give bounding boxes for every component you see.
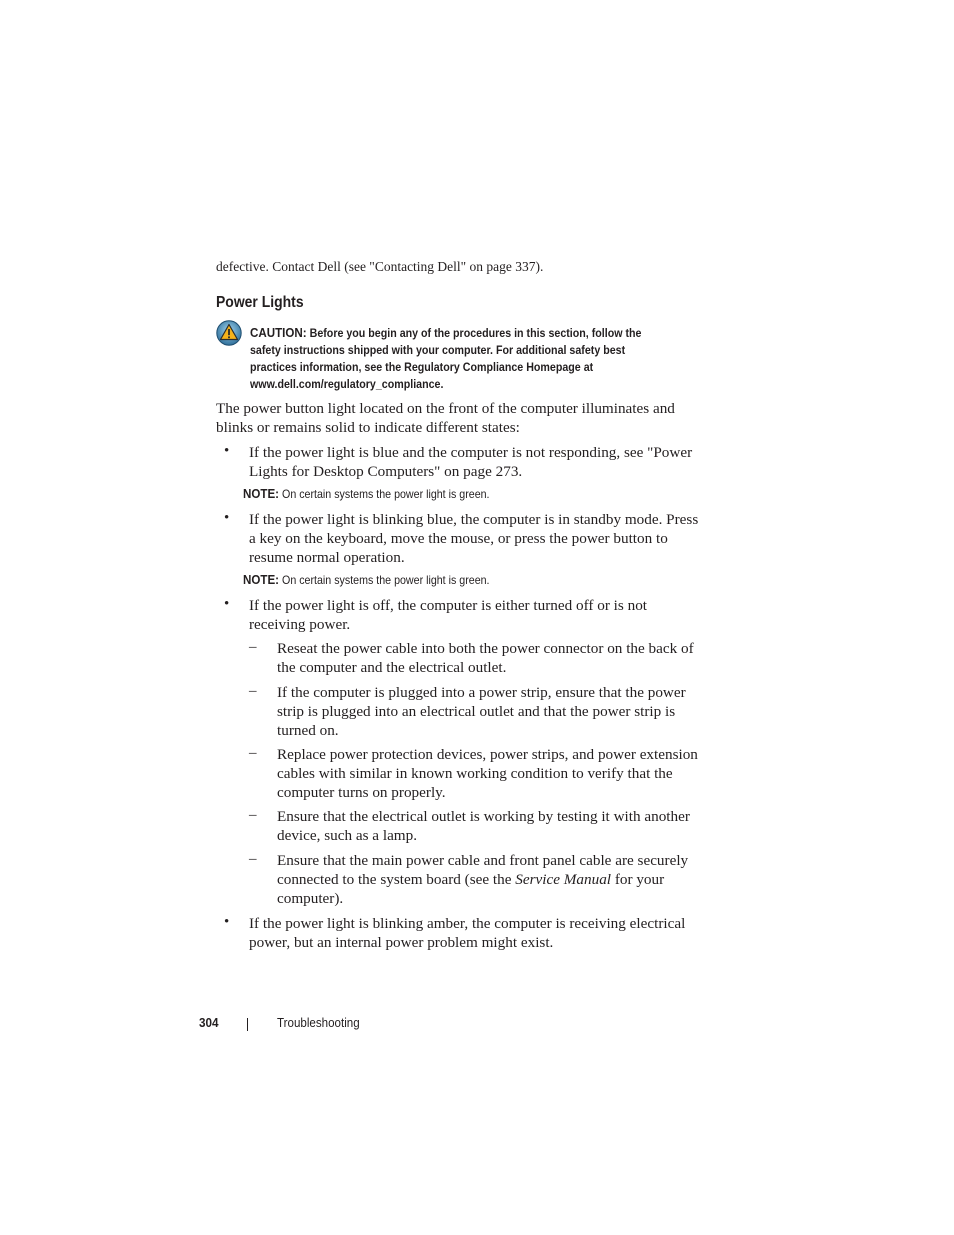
bullet-4-line-1: If the power light is blinking amber, the computer is receiving electrical [249, 915, 686, 932]
footer-divider [247, 1018, 248, 1031]
sub-4-line-1: Ensure that the electrical outlet is working by testing it with another [277, 808, 690, 825]
sub-5-line-2-after: for your [611, 871, 665, 889]
bullet-3-line-1: If the power light is off, the computer is either turned off or is not [249, 597, 648, 614]
bullet-mark: • [224, 510, 230, 526]
bullet-1-line-1: If the power light is blue and the computer is not responding, see "Power [249, 444, 693, 461]
dash-mark: – [249, 683, 257, 699]
bullet-1-line-2: Lights for Desktop Computers" on page 273. [249, 463, 523, 481]
bullet-item-3 [249, 596, 647, 634]
caution-triangle-icon [216, 320, 242, 346]
note-label: NOTE: [243, 573, 280, 587]
continued-text: defective. Contact Dell (see "Contacting Dell" on page 337). [216, 259, 544, 274]
caution-line-2: safety instructions shipped with your computer. For additional safety best [250, 344, 626, 357]
sub-2-line-1: If the computer is plugged into a power strip, ensure that the power [277, 684, 686, 701]
chapter-title: Troubleshooting [277, 1016, 360, 1030]
sub-2-line-3: turned on. [277, 722, 339, 740]
sub-item-5 [277, 851, 688, 909]
page-number: 304 [199, 1015, 219, 1030]
sub-5-line-2 [277, 870, 688, 889]
sub-item-4 [277, 807, 690, 845]
sub-2-line-2: strip is plugged into an electrical outlet and that the power strip is [277, 703, 676, 721]
note-text: On certain systems the power light is green. [282, 488, 490, 501]
dash-mark: – [249, 639, 257, 655]
sub-3-line-3: computer turns on properly. [277, 784, 446, 802]
bullet-2-line-3: resume normal operation. [249, 549, 405, 567]
dash-mark: – [249, 745, 257, 761]
footer-page-number [199, 1015, 221, 1030]
caution-line-4: www.dell.com/regulatory_compliance. [250, 378, 444, 391]
bullet-item-2 [249, 510, 698, 568]
sub-5-line-2-before: connected to the system board (see the [277, 871, 516, 889]
caution-line-3: practices information, see the Regulatory Compliance Homepage at [250, 361, 594, 374]
caution-label: CAUTION: [250, 326, 307, 340]
sub-3-line-2: cables with similar in known working condition to verify that the [277, 765, 673, 783]
bullet-2-line-2: a key on the keyboard, move the mouse, or press the power button to [249, 530, 668, 548]
intro-line-2: blinks or remains solid to indicate different states: [216, 419, 520, 437]
intro-paragraph [216, 399, 675, 437]
bullet-3-line-2: receiving power. [249, 616, 351, 634]
bullet-mark: • [224, 914, 230, 930]
sub-item-2 [277, 683, 686, 741]
note-1 [243, 487, 511, 501]
bullet-4-line-2: power, but an internal power problem might exist. [249, 934, 554, 952]
caution-text [250, 325, 720, 393]
bullet-2-line-1: If the power light is blinking blue, the computer is in standby mode. Press [249, 511, 699, 528]
section-heading-text: Power Lights [216, 294, 304, 311]
note-text: On certain systems the power light is green. [282, 574, 490, 587]
bullet-mark: • [224, 443, 230, 459]
sub-item-1 [277, 639, 694, 677]
sub-3-line-1: Replace power protection devices, power strips, and power extension [277, 746, 698, 763]
dash-mark: – [249, 807, 257, 823]
sub-5-line-3: computer). [277, 890, 344, 908]
sub-item-3 [277, 745, 698, 803]
sub-1-line-2: the computer and the electrical outlet. [277, 659, 507, 677]
footer-chapter [277, 1016, 367, 1030]
sub-5-line-1: Ensure that the main power cable and front panel cable are securely [277, 852, 689, 869]
bullet-item-4 [249, 914, 685, 952]
dash-mark: – [249, 851, 257, 867]
note-label: NOTE: [243, 487, 280, 501]
intro-line-1: The power button light located on the front of the computer illuminates and [216, 400, 675, 417]
caution-line-1: Before you begin any of the procedures in this section, follow the [309, 327, 642, 340]
sub-4-line-2: device, such as a lamp. [277, 827, 418, 845]
note-2 [243, 573, 511, 587]
bullet-item-1 [249, 443, 692, 481]
service-manual-title: Service Manual [515, 871, 612, 889]
sub-1-line-1: Reseat the power cable into both the power connector on the back of [277, 640, 694, 657]
section-heading [216, 294, 313, 312]
bullet-mark: • [224, 596, 230, 612]
